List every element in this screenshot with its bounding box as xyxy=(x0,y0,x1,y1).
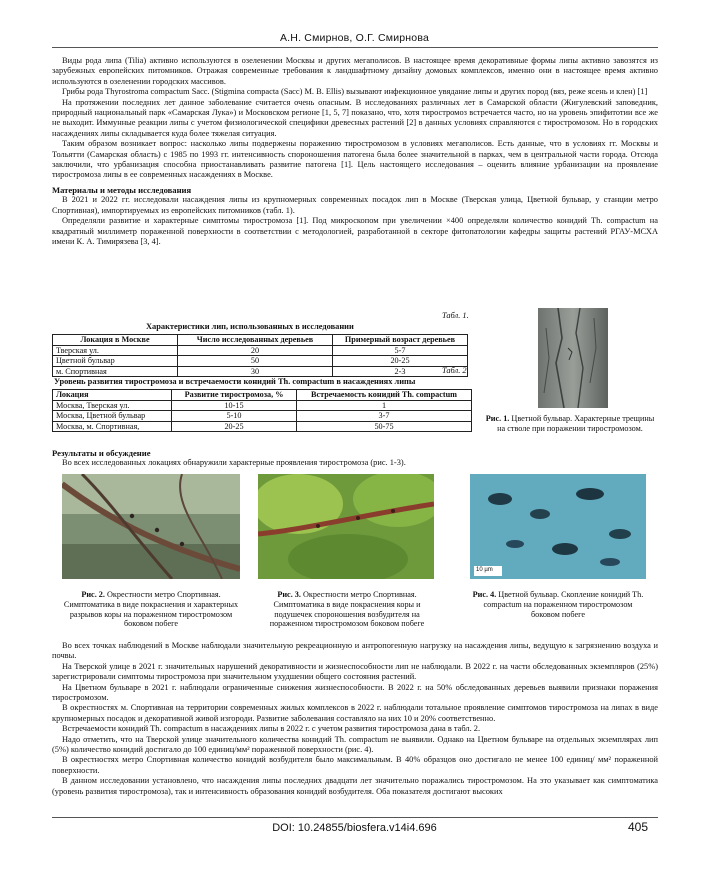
table-cell: м. Спортивная xyxy=(53,366,178,377)
figure3-caption xyxy=(258,590,436,629)
table1-label: Табл. 1. xyxy=(442,311,469,320)
column-header: Встречаемость конидий Th. compactum xyxy=(297,390,472,401)
paragraph: На Тверской улице в 2021 г. значительных нарушений декоративности и жизнеспособности лип не наблюдали. В 2022 г. на части обследованных экземпляров (25%) зарегистрировали симптомы тиростромоза при значительном ухудшении общего состояния растений. xyxy=(52,661,658,682)
table-cell: 50 xyxy=(178,356,333,367)
table-row xyxy=(53,411,472,422)
column-header: Локация xyxy=(53,390,172,401)
paragraph: Встречаемости конидий Th. compactum в насаждениях липы в 2022 г. с учетом развития тиростромоза дана в табл. 2. xyxy=(62,724,481,734)
results-heading: Результаты и обсуждение xyxy=(52,448,151,458)
figure-caption-text: Цветной бульвар. Характерные трещины на стволе при поражении тиростромозом. xyxy=(497,414,655,433)
paragraph: Во всех точках наблюдений в Москве наблюдали значительную рекреационную и антропогенную нагрузку на насаждения липы, ведущую к загрязнению воздуха и почвы. xyxy=(52,641,658,661)
figure-label: Рис. 2. xyxy=(81,590,105,599)
running-header: А.Н. Смирнов, О.Г. Смирнова xyxy=(279,32,430,44)
column-header: Развитие тиростромоза, % xyxy=(172,390,297,401)
column-header: Число исследованных деревьев xyxy=(178,335,333,346)
table-cell: 10-15 xyxy=(172,400,297,411)
table-cell: Москва, Цветной бульвар xyxy=(53,411,172,422)
paragraph: Во всех исследованных локациях обнаружили характерные проявления тиростромоза (рис. 1-3). xyxy=(62,458,406,468)
table1 xyxy=(52,334,468,377)
page-number: 405 xyxy=(628,820,649,834)
table-row xyxy=(53,356,468,367)
table-cell: Тверская ул. xyxy=(53,345,178,356)
table-cell: 20-25 xyxy=(172,421,297,432)
figure2-caption xyxy=(62,590,240,629)
table2-label: Табл. 2. xyxy=(442,366,469,375)
table2 xyxy=(52,389,472,432)
doi-footer[interactable]: DOI: 10.24855/biosfera.v14i4.696 xyxy=(272,822,437,834)
figure3-photo xyxy=(258,474,434,579)
paragraph: В окрестностях метро Спортивная количество конидий возбудителя было максимальным. В 40% образцов оно достигало не менее 100 единиц/ мм² пораженной поверхности. xyxy=(52,755,658,775)
table-cell: 20-25 xyxy=(333,356,468,367)
figure-label: Рис. 4. xyxy=(472,590,497,599)
table-cell: 1 xyxy=(297,400,472,411)
paragraph: В 2021 и 2022 гг. исследовали насаждения липы из крупномерных современных посадок лип в Москве (Тверская улица, Цветной бульвар, у станции метро Спортивная), импортируемых из европейских питомников (табл. 1). xyxy=(52,195,658,215)
discussion-section xyxy=(52,641,658,797)
figure-label: Рис. 3. xyxy=(277,590,301,599)
table-cell: 50-75 xyxy=(297,421,472,432)
table-cell: 5-7 xyxy=(333,345,468,356)
table-header-row xyxy=(53,335,468,346)
paragraph: Виды рода липа (Tilia) активно используются в озеленении Москвы и других мегаполисов. В настоящее время декоративные формы липы активно завозятся из зарубежных европейских питомников. Отражая современные требования к ландшафтному дизайну домовых комплексов, именно они в настоящее время активно используются в озеленении городских массивов. xyxy=(52,56,658,86)
paragraph: Грибы рода Thyrostroma compactum Sacc. (Stigmina compacta (Sacc) M. B. Ellis) вызывают инфекционное увядание липы и других пород (вяз, реже ясень и клен) [1] xyxy=(62,87,648,97)
figure-caption-text: Окрестности метро Спортивная. Симптоматика в виде покраснения и характерных разрывов коры на пораженном тиростромозом боковом побеге xyxy=(63,590,239,629)
table2-title: Уровень развития тиростромоза и встречаемости конидий Th. compactum в насаждениях липы xyxy=(54,377,416,386)
column-header: Локация в Москве xyxy=(53,335,178,346)
figure1-caption xyxy=(482,414,658,434)
paragraph: На Цветном бульваре в 2021 г. наблюдали ограниченные снижения жизнеспособности. В 2022 г. на 50% обследованных деревьев выявили признаки поражения тиростромозом. xyxy=(52,682,658,703)
paragraph: Надо отметить, что на Тверской улице значительного количества конидий Th. compactum не выявили. Однако на Цветном бульваре на отдельных экземплярах лип (5%) количество конидий достигало до 100 единиц/мм² пораженной поверхности (рис. 4). xyxy=(52,734,658,755)
figure-label: Рис. 1. xyxy=(485,414,510,423)
table1-title: Характеристики лип, использованных в исследовании xyxy=(146,322,354,331)
methods-heading: Материалы и методы исследования xyxy=(52,184,192,195)
table-cell: 5-10 xyxy=(172,411,297,422)
figure4-caption xyxy=(470,590,646,619)
table-cell: Москва, м. Спортивная, xyxy=(53,421,172,432)
results-section xyxy=(52,448,658,469)
scale-bar-label: 10 µm xyxy=(476,567,493,573)
table-cell: Цветной бульвар xyxy=(53,356,178,367)
table-cell: 20 xyxy=(178,345,333,356)
figure-caption-text: Цветной бульвар. Скопление конидий Th. compactum на пораженном тиростромозом боковом побеге xyxy=(483,590,644,619)
figure4-photo xyxy=(470,474,646,579)
table-cell: Москва, Тверская ул. xyxy=(53,400,172,411)
paragraph: В данном исследовании установлено, что насаждения липы последних двадцати лет значительно поражались тиростромозом. На это указывает как симптоматика (уровень развития тиростромоза), так и интенсивность образования конидий возбудителя. Оба показателя достигают высоких xyxy=(52,776,658,796)
footer-rule xyxy=(52,817,658,818)
column-header: Примерный возраст деревьев xyxy=(333,335,468,346)
intro-section xyxy=(52,56,658,247)
figure2-photo xyxy=(62,474,240,579)
table-cell: 2-3 xyxy=(333,366,468,377)
table-row xyxy=(53,366,468,377)
table-cell: 30 xyxy=(178,366,333,377)
table-header-row xyxy=(53,390,472,401)
table-cell: 3-7 xyxy=(297,411,472,422)
paragraph: В окрестностях м. Спортивная на территории современных жилых комплексов в 2022 г. наблюдали тотальное проявление симптомов тиростромоза на липах в виде крупномерных посадок и декоративной живой изгороди. Развитие заболевания составляло на них 10 и 20% соответственно. xyxy=(52,703,658,723)
table-row xyxy=(53,421,472,432)
paragraph: На протяжении последних лет данное заболевание считается очень опасным. В исследованиях различных лет в Самарской области (Жигулевский заповедник, природный национальный парк «Самарская Лука») и Московском регионе [1, 5, 7] показано, что, хотя тиростромоз встречается часто, но на уровень эпифитотии все же не выходит. Иммунные реакции липы с учетом физиологической специфики древесных растений [2] в данных условиях справляются с тиростромозом. Но в городских насаждениях липы складывается куда более тяжелая ситуация. xyxy=(52,97,658,138)
paragraph: Таким образом возникает вопрос: насколько липы подвержены поражению тиростромозом в условиях мегаполисов. Есть данные, что в условиях гг. Москвы и Тольятти (Самарская область) с 1985 по 1993 гг. интенсивность спороношения патогена была более значительной в парках, чем в центральной части города. Отсюда заключили, что урбанизация способна приостанавливать развитие патогена [1]. Цель настоящего исследования – оценить влияние урбанизации на проявление тиростромоза липы в ее современных насаждениях в Москве. xyxy=(52,139,658,180)
figure-caption-text: Окрестности метро Спортивная. Симптоматика в виде покраснения коры и подушечек спороношения возбудителя на пораженном тиростромозом боковом побеге xyxy=(269,590,425,629)
table-row xyxy=(53,400,472,411)
header-rule xyxy=(52,47,658,48)
table-row xyxy=(53,345,468,356)
paragraph: Определяли развитие и характерные симптомы тиростромоза [1]. Под микроскопом при увеличении ×400 определяли количество конидий Th. compactum на квадратный миллиметр пораженной поверхности в соответствии с методологией, разработанной в секторе фитопатологии кафедры защиты растений РГАУ-МСХА имени К. А. Тимирязева [3, 4]. xyxy=(52,216,658,246)
figure1-photo xyxy=(538,308,608,408)
